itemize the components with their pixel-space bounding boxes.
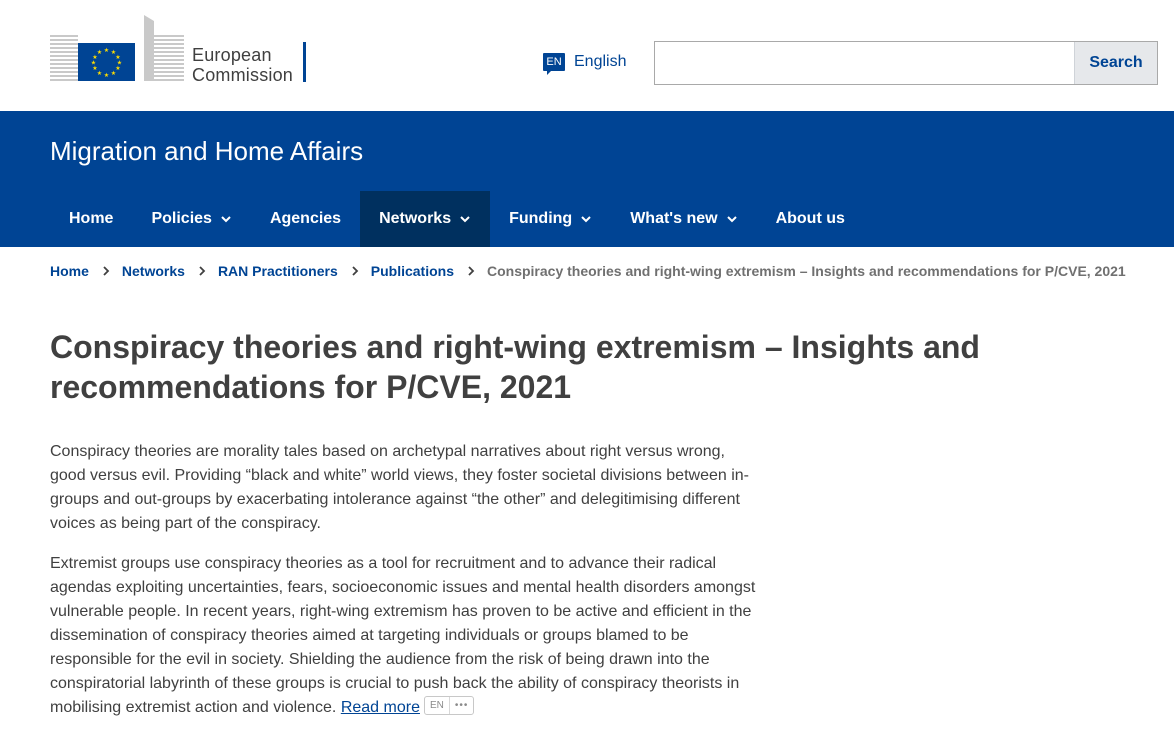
breadcrumb-current: Conspiracy theories and right-wing extremism – Insights and recommendations for P/CVE, 2021 [486,263,1126,279]
nav-item-label: About us [775,210,845,227]
read-more-language-code: EN [425,697,450,714]
svg-text:★: ★ [103,72,110,79]
breadcrumb-publications[interactable]: Publications [370,263,454,279]
nav-item-label: Home [69,210,114,227]
chevron-right-icon [102,266,110,276]
nav-item-label: Policies [151,210,212,227]
nav-item-label: What's new [630,210,718,227]
nav-item-whats-new[interactable] [611,191,756,247]
nav-item-home[interactable] [50,191,132,247]
body-paragraph-text: Extremist groups use conspiracy theories as a tool for recruitment and to advance their radical agendas exploiting uncertainties, fears, socioeconomic issues and mental health disorders amongst vulnerable people. In recent years, right-wing extremism has proven to be active and efficient in the dissemination of conspiracy theories aimed at targeting individuals or groups blamed to be responsible for the evil in society. Shielding the audience from the risk of being drawn into the conspiratorial labyrinth of these groups is crucial to push back the ability of conspiracy theorists in mobilising extremist action and violence. [50,555,756,716]
site-title[interactable]: Migration and Home Affairs [50,136,364,166]
svg-text:★: ★ [103,47,110,54]
search-input[interactable] [655,42,1074,84]
logo-divider [303,42,306,82]
read-more-link[interactable]: Read more [340,699,420,716]
breadcrumb [50,263,1126,279]
search-form [654,41,1158,85]
chevron-down-icon [726,213,738,225]
nav-item-networks[interactable] [360,191,490,247]
search-button[interactable]: Search [1074,42,1157,84]
read-more-language-pill [424,696,474,715]
svg-text:★: ★ [92,65,98,72]
page-title-line1: Conspiracy theories and right-wing extremism – Insights and [50,329,980,365]
breadcrumb-home[interactable]: Home [50,263,89,279]
svg-text:★: ★ [110,70,117,77]
nav-item-label: Networks [379,210,452,227]
chevron-down-icon [220,213,232,225]
breadcrumb-networks[interactable]: Networks [121,263,185,279]
svg-text:★: ★ [115,65,121,72]
nav-item-label: Agencies [269,210,342,227]
svg-text:★: ★ [110,49,117,56]
chevron-down-icon [459,213,471,225]
nav-item-funding[interactable] [490,191,611,247]
svg-text:★: ★ [116,59,123,67]
svg-text:★: ★ [96,70,103,77]
language-label: English [574,53,627,70]
nav-item-agencies[interactable] [251,191,360,247]
site-header [0,111,1174,247]
chevron-right-icon [351,266,359,276]
logo-text [192,45,293,85]
breadcrumb-ran-practitioners[interactable]: RAN Practitioners [217,263,338,279]
more-languages-icon[interactable]: ••• [454,700,469,712]
svg-text:★: ★ [92,54,98,61]
nav-item-policies[interactable] [132,191,250,247]
chevron-right-icon [198,266,206,276]
european-commission-logo[interactable] [50,15,310,85]
chevron-right-icon [467,266,475,276]
logo-line1: European [192,45,272,65]
nav-item-about-us[interactable] [757,191,864,247]
body-paragraph [50,552,762,720]
main-navigation [50,191,864,247]
chevron-down-icon [580,213,592,225]
language-code-badge: EN [543,53,565,71]
eu-flag-logo-graphic [50,15,190,85]
page-title-line2: recommendations for P/CVE, 2021 [50,369,572,405]
intro-paragraph: Conspiracy theories are morality tales based on archetypal narratives about right versus wrong, good versus evil. Providing “black and white” world views, they foster societal divisions between in-groups and out-groups by exacerbating intolerance against “the other” and delegitimising different voices as being part of the conspiracy. [50,443,749,532]
logo-line2: Commission [192,65,294,85]
language-selector[interactable] [543,53,626,71]
top-header [0,0,1174,111]
svg-text:★: ★ [96,49,103,56]
nav-item-label: Funding [509,210,573,227]
page-content [50,440,762,730]
svg-text:★: ★ [90,59,97,67]
svg-text:★: ★ [115,54,121,61]
page-title [50,327,1050,407]
